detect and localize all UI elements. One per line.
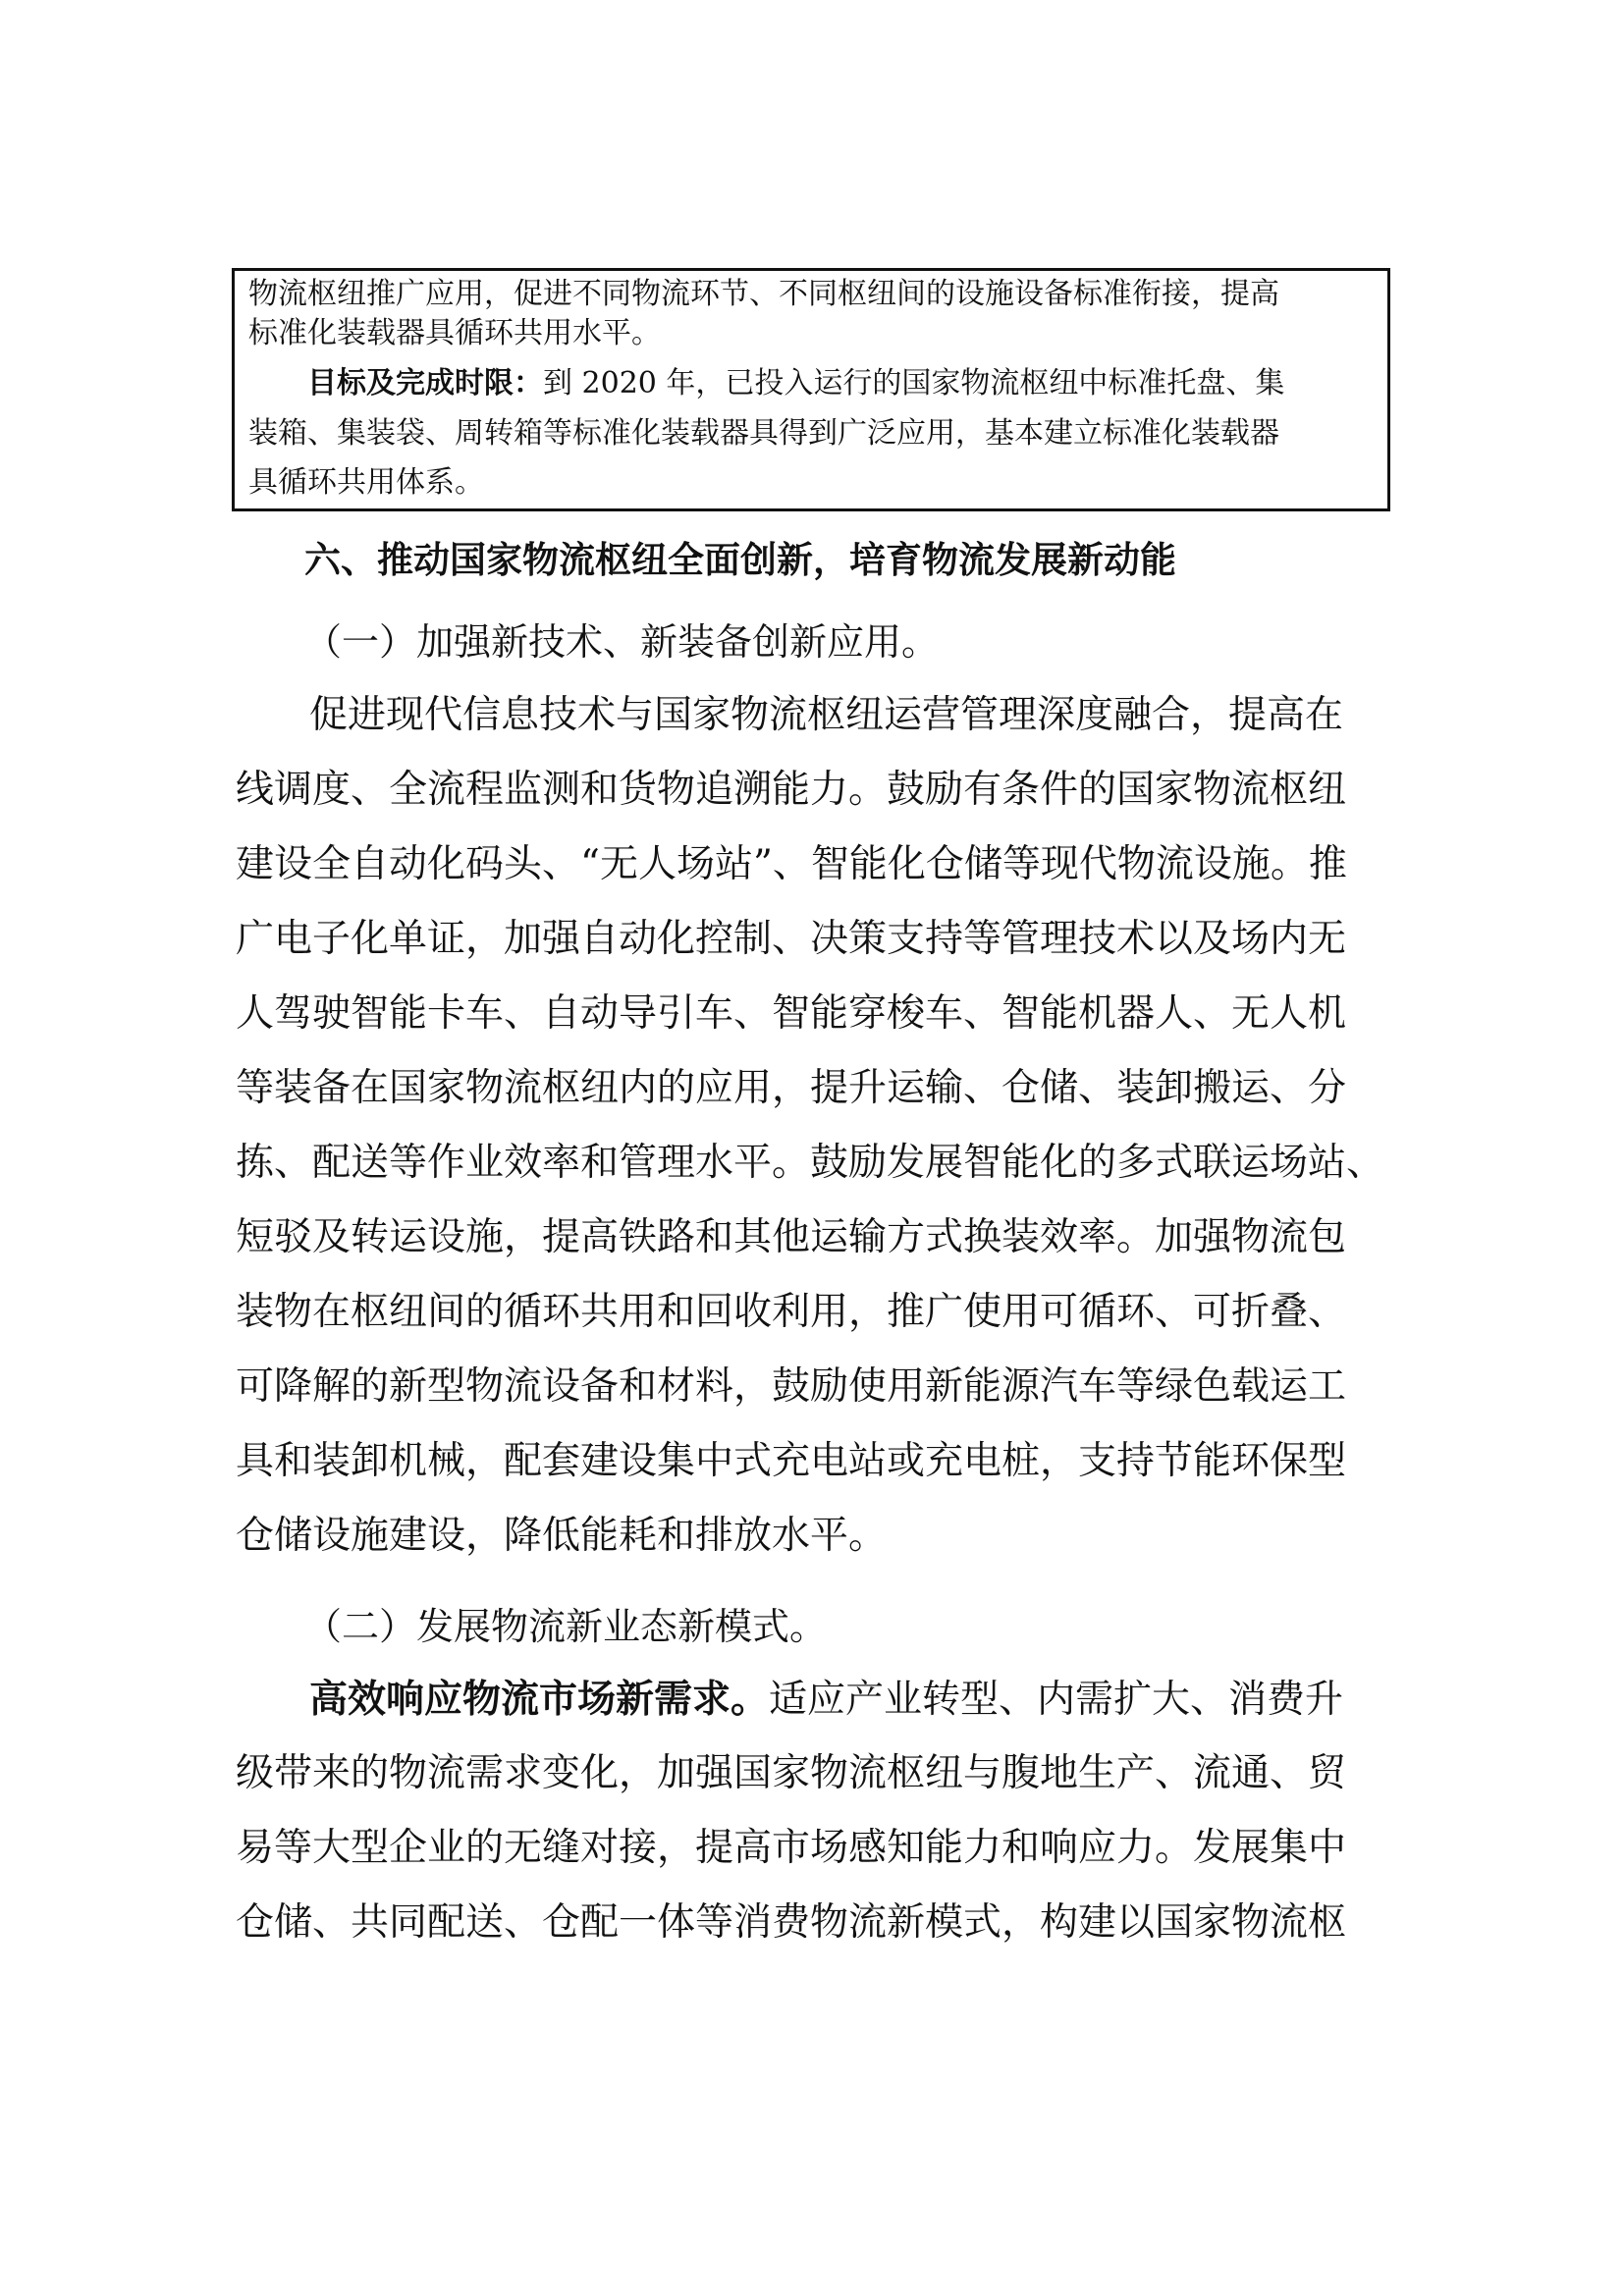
- paragraph-line: 广电子化单证，加强自动化控制、决策支持等管理技术以及场内无: [236, 917, 1347, 961]
- paragraph-line: 易等大型企业的无缝对接，提高市场感知能力和响应力。发展集中: [236, 1826, 1347, 1870]
- paragraph-line: 仓储、共同配送、仓配一体等消费物流新模式，构建以国家物流枢: [236, 1900, 1347, 1945]
- target-label: 目标及完成时限：: [307, 366, 543, 400]
- box-line: 标准化装载器具循环共用水平。: [248, 316, 661, 350]
- box-line: [307, 366, 1284, 401]
- paragraph-line: 拣、配送等作业效率和管理水平。鼓励发展智能化的多式联运场站、: [236, 1141, 1385, 1185]
- paragraph-line: 短驳及转运设施，提高铁路和其他运输方式换装效率。加强物流包: [236, 1215, 1347, 1259]
- paragraph-line: [309, 1676, 1343, 1724]
- target-text: 到 2020 年，已投入运行的国家物流枢纽中标准托盘、集: [543, 366, 1285, 400]
- target-box: [232, 268, 1390, 511]
- box-line: 物流枢纽推广应用，促进不同物流环节、不同枢纽间的设施设备标准衔接，提高: [248, 277, 1279, 311]
- subsection-title-1: （一）加强新技术、新装备创新应用。: [304, 620, 940, 664]
- paragraph-line: 人驾驶智能卡车、自动导引车、智能穿梭车、智能机器人、无人机: [236, 991, 1347, 1036]
- paragraph-line: 可降解的新型物流设备和材料，鼓励使用新能源汽车等绿色载运工: [236, 1364, 1347, 1409]
- paragraph-line: 装物在枢纽间的循环共用和回收利用，推广使用可循环、可折叠、: [236, 1290, 1347, 1334]
- section-heading: 六、推动国家物流枢纽全面创新，培育物流发展新动能: [304, 539, 1176, 581]
- subsection-title-2: （二）发展物流新业态新模式。: [304, 1605, 828, 1648]
- lead-sentence: 高效响应物流市场新需求。: [309, 1677, 770, 1722]
- paragraph-line: 仓储设施建设，降低能耗和排放水平。: [236, 1514, 888, 1558]
- paragraph-line: 具和装卸机械，配套建设集中式充电站或充电桩，支持节能环保型: [236, 1439, 1347, 1483]
- paragraph-line: 促进现代信息技术与国家物流枢纽运营管理深度融合，提高在: [309, 693, 1344, 737]
- box-line: 具循环共用体系。: [248, 465, 484, 500]
- paragraph-line: 等装备在国家物流枢纽内的应用，提升运输、仓储、装卸搬运、分: [236, 1066, 1347, 1110]
- paragraph-line: 级带来的物流需求变化，加强国家物流枢纽与腹地生产、流通、贸: [236, 1751, 1347, 1795]
- paragraph-line: 线调度、全流程监测和货物追溯能力。鼓励有条件的国家物流枢纽: [236, 768, 1347, 812]
- paragraph-line: 建设全自动化码头、“无人场站”、智能化仓储等现代物流设施。推: [236, 842, 1347, 886]
- box-line: 装箱、集装袋、周转箱等标准化装载器具得到广泛应用，基本建立标准化装载器: [248, 416, 1279, 451]
- paragraph-text: 适应产业转型、内需扩大、消费升: [769, 1678, 1344, 1722]
